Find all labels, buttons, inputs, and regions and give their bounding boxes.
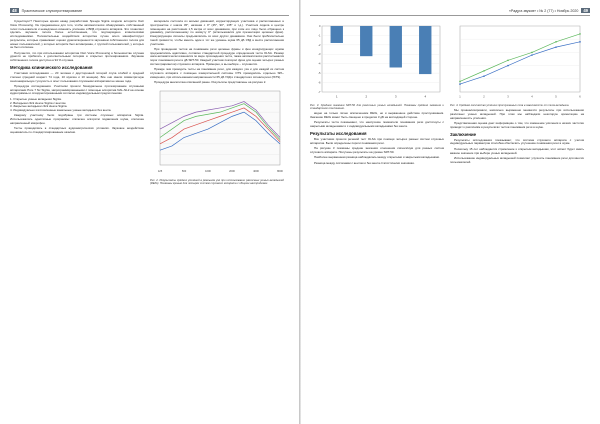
paragraph: При проведении тестов на понимание речи целевые фразы и фон конкурирующих шумов предъявлялись адаптивно, согласно стандартной процедуре определения теста OLSA. Размер шага автоматически изменялся по мере прохождения теста, также автоматически рассчитывался порог понимания речи в дБ SRT-50. Каждый участник повторял фраз для оценки четырех разных систем (вариантов) слухового аппарата. Примерно, в вы выборе – слушаются. <box>150 46 284 66</box>
x-tick-label: 6 <box>579 95 581 99</box>
page-number: 49 <box>583 8 588 13</box>
bar <box>331 26 343 43</box>
paragraph: Использование индивидуальных вкладышей позволяет улучшить понимание речи для многих пользователей. <box>450 155 584 164</box>
y-tick-label: -2 <box>318 43 321 47</box>
paragraph: Разница между системами с вентом и без вента статистически значимая. <box>314 160 415 165</box>
paragraph: Получается, что при использовании алгоритма Own Voice Processing в большинстве случаев удается не прибегать к дополнительным потерям в открытых протезированиях. Звучание собственного голоса доступно в 94 % случаев. <box>10 50 144 63</box>
figure-caption: Рис. 2. Результаты средних усилений в реальном ухе при использовании различных ушных вкладышей (REIG). Показаны кривые для четырех систем слухового аппарата с общими настройками. <box>150 178 284 185</box>
data-point <box>555 41 557 43</box>
x-tick-label: 4000 <box>253 169 259 173</box>
paragraph: Представленная оценка дает информацию о том, что изменение усиления в низких частотах приводит к различиям в результатах тестов понимания речи в шуме. <box>450 120 584 129</box>
figure-caption: Рис. 3. Средние значения SRT-50 для различных ушных вкладышей. Показаны средние значения и стандартное отклонение. <box>310 103 444 111</box>
data-point <box>507 60 509 62</box>
x-tick-label: 4 <box>531 95 533 99</box>
left-page-header <box>10 6 289 16</box>
category-label: 4 <box>424 94 427 99</box>
x-tick-label: 2 <box>483 95 485 99</box>
earmold-list <box>10 98 144 113</box>
x-tick-label: 1 <box>459 95 461 99</box>
x-tick-label: 125 <box>157 169 163 173</box>
y-tick-label: -1 <box>318 34 321 38</box>
column-3 <box>310 20 444 420</box>
bar <box>419 26 431 74</box>
list-item: 2. Вкладыши click sleeve Signia с вентом. <box>10 100 67 105</box>
paragraph: Каждому участнику были подобраны три системы слуховых аппаратов Signia. Использовались однотипные программы: отключен алгоритм подавления шума, отключен направленный микрофон. <box>10 113 144 125</box>
paragraph: Мы проанализировали, насколько выраженно меняются результаты при использовании различных ушных вкладышей. При этом мы наблюдали некоторую ориентацию на направленность усиления. <box>450 108 584 120</box>
page-gutter <box>299 0 301 424</box>
section-heading: Заключение <box>450 131 477 137</box>
fig3-bar-chart <box>310 22 444 100</box>
fig2-line-chart <box>150 87 284 175</box>
y-tick-label: 0 <box>319 24 321 28</box>
data-point <box>459 83 461 85</box>
paragraph: Процедура исследования. Участники прошли бинауральное протезирование слуховыми аппаратами Pure 7 Nx Signia, запрограммированными с помощью алгоритма NAL-NL2 на основе аудиограммы и откорректированными согласно индивидуальным предпочтениям. <box>10 83 144 96</box>
data-point <box>483 75 485 77</box>
column-1 <box>10 20 144 420</box>
bar <box>360 26 372 56</box>
data-point <box>579 33 581 35</box>
x-tick-label: 3 <box>507 95 509 99</box>
paragraph: материала состояла из восьми движений, корректирующих участника и расположенных в пространстве с шагом 45°, начиная с 0° (45°, 90°, 135° и т.д.). Участник сидела в центре помещения на расстоянии 1,5 метра от всех динамиков, при этом его лицо было обращено к динамику, расположенному по азимуту 0° (использовался для презентации целевых фраз). Конкурирующие сигналы предъявлялись со всех других динамиков. Они были приблизительно такой громкости, чтобы менять один и тот же уровень шума 65 дБ УЗД в месте расположения участника. <box>150 20 284 46</box>
left-page-columns <box>10 20 289 420</box>
plot-area <box>460 26 580 92</box>
list-item: 4. Индивидуально изготовленные канальные ушные вкладыши без вента. <box>10 108 112 113</box>
figure-caption: Рис. 4. Среднее количество успешно прослушанных слов в зависимости от типа вкладыша. <box>450 103 570 107</box>
paragraph: Все участники прошли речевой тест OLSA при помощи четырех разных систем слуховых аппаратов. Были определены пороги понимания речи. <box>310 137 444 145</box>
data-point <box>483 70 485 72</box>
figure-3 <box>310 22 444 102</box>
category-label: 2 <box>365 94 368 99</box>
fig4-line-chart <box>450 22 584 100</box>
column-2 <box>150 20 284 420</box>
data-point <box>531 52 533 54</box>
y-tick-label: -3 <box>318 53 321 57</box>
paragraph: Результаты исследования показывают, что система слухового аппарата с учетом индивидуальных параметров способна обеспечить улучшение понимания речи в шуме. <box>450 137 584 146</box>
data-point <box>531 54 533 56</box>
paragraph: Участники исследования — 20 человек с двусторонней потерей слуха слабой и средней степени (средний возраст 74 года, 10 мужчин и 10 женщин). Все они имели симметричную сенсоневральную тугоухость и опыт пользования слуховыми аппаратами не менее года. <box>10 71 144 83</box>
y-tick-label: -4 <box>318 62 321 66</box>
figure-2 <box>150 87 284 177</box>
x-tick-label: 5 <box>555 95 557 99</box>
x-tick-label: 500 <box>181 169 187 173</box>
right-page <box>300 0 600 424</box>
section-heading: Методика клинического исследования <box>10 65 93 71</box>
right-page-columns <box>310 20 590 420</box>
figure-4 <box>450 22 584 102</box>
journal-title: «Радуга звуков» • № 2 (77) • Ноябрь 2020 <box>508 8 579 13</box>
list-item: 1. Открытые ушные вкладыши Signia. <box>10 96 62 101</box>
data-point <box>507 65 509 67</box>
page-number: 48 <box>12 8 17 13</box>
x-tick-label: 2000 <box>229 169 235 173</box>
column-4 <box>450 20 584 420</box>
data-point <box>459 81 461 83</box>
paragraph: видно на только лично исключением REIG, но и выраженное действие прослушивания. Значение REIG может быть смещено в пределах 3 дБ на восходящей стороне. <box>310 111 444 120</box>
paragraph: Результаты теста показывают, что наилучшие показатели понимания речи достигнуты с закрытыми вкладышами и с индивидуальными вкладышами без вента. <box>310 120 444 129</box>
paragraph: Существует? Некоторые время назад разработчики бренда Signia создали алгоритм Own Voice Processing. Он предназначен для того, чтобы автоматически обнаруживать собственный голос пользователя и немедленно изменять усиление и ВРД слухового аппарата. Это позволяет сделать звучание голоса более естественным, что подтверждено клиническими исследованиями. Положительные воздействия алгоритма лучше всего манифестирует результаты, которые сравнивают оценки удовлетворенности звучанием собственного голоса для новых пользователей, у которых алгоритм был активирован, с группой пользователей, у которых он был отключен. <box>10 20 144 50</box>
right-page-header <box>310 6 590 16</box>
paragraph: Тесты проводились в стандартных аудиометрических условиях. Звуковое воздействие оценивалось по стандартизированным шкалам. <box>10 126 144 135</box>
plot-area <box>160 91 280 165</box>
paragraph: На рисунке 3 показаны средние значения отношения сигнал/шум для разных систем слухового аппарата. Получены результаты на уровне SRT-50. <box>310 146 444 155</box>
x-tick-label: 8000 <box>277 169 283 173</box>
section-heading: Результаты исследования <box>310 131 367 137</box>
data-point <box>579 41 581 43</box>
paragraph: Поскольку 15 лет наблюдается стремление к открытым вкладышам, этот аспект будет иметь важное значение при выборе ушных вкладышей. <box>450 146 584 155</box>
x-tick-label: 1000 <box>205 169 211 173</box>
paragraph: Прежде чем проводить тесты на понимание речи, для каждого уха и для каждой из систем слухового аппарата с помощью измерительной системы OTS проводились отдельно SPL-измерения, при использовании направленности 65 дБ УЗД и стандартного сигнала речи (ISTS). <box>150 67 284 79</box>
y-tick-label: -5 <box>318 72 321 76</box>
category-label: 3 <box>394 94 397 99</box>
list-item: 3. Закрытые вкладыши click sleeve Signia. <box>10 104 68 109</box>
paragraph: Процедура аналогична описанной ранее. Результаты представлены на рисунке 2. <box>154 80 267 85</box>
y-tick-label: -6 <box>318 81 321 85</box>
category-label: 1 <box>335 94 338 99</box>
paragraph: Наиболее выраженная разница наблюдалась между открытыми и закрытыми вкладышами. <box>314 155 440 160</box>
bar <box>390 26 402 67</box>
y-tick-label: -7 <box>318 90 321 94</box>
data-point <box>555 46 557 48</box>
section-title: Практическое слухопротезирование <box>21 8 83 13</box>
